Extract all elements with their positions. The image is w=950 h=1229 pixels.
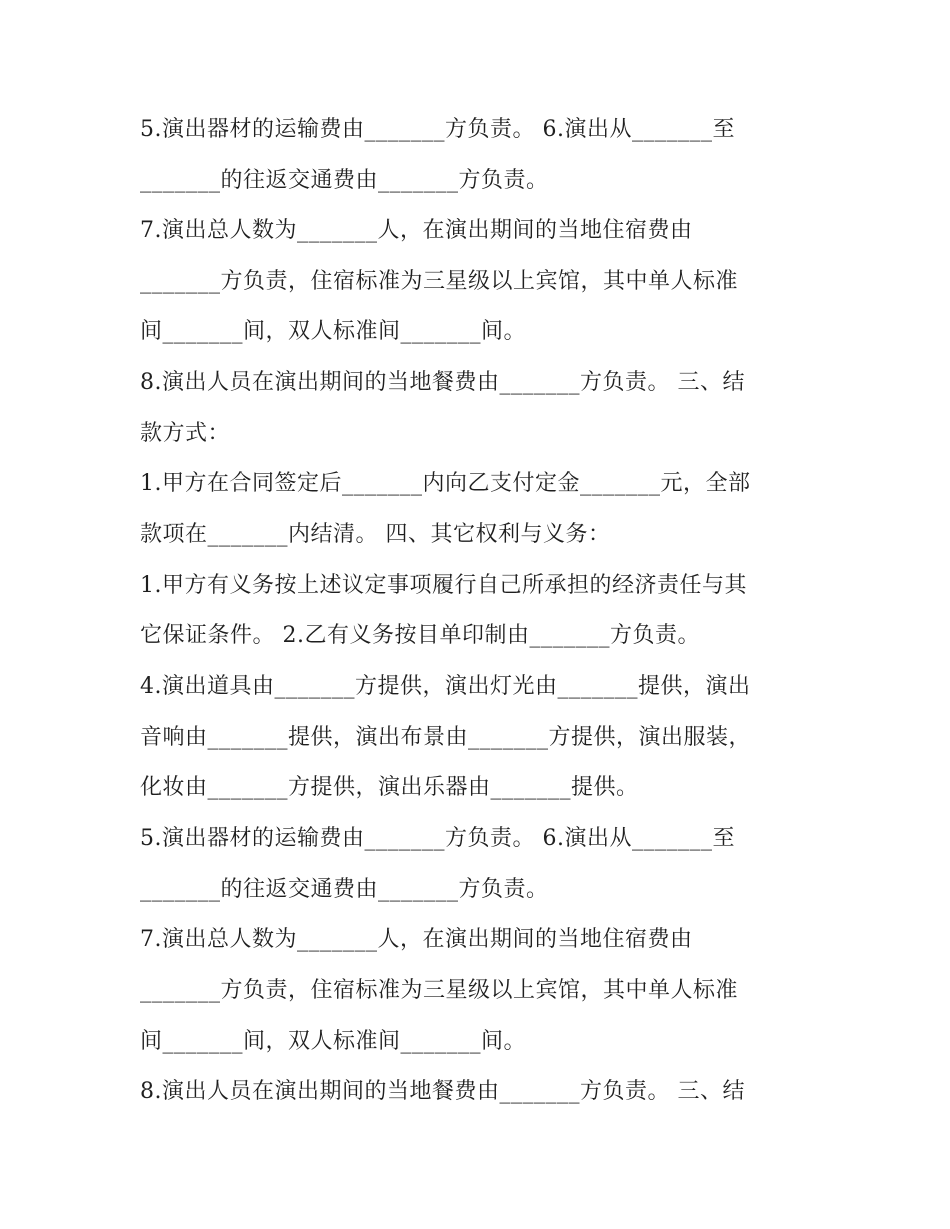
- text-line: 款方式：: [140, 421, 231, 446]
- text-line: 4.演出道具由_______方提供，演出灯光由_______提供，演出: [140, 674, 751, 699]
- text-line: 5.演出器材的运输费由_______方负责。 6.演出从_______至: [140, 826, 735, 851]
- text-line: 8.演出人员在演出期间的当地餐费由_______方负责。 三、结: [140, 1079, 745, 1104]
- text-line: 它保证条件。 2.乙有义务按目单印制由_______方负责。: [140, 623, 700, 648]
- text-line: 5.演出器材的运输费由_______方负责。 6.演出从_______至: [140, 117, 735, 142]
- text-line: 音响由_______提供，演出布景由_______方提供，演出服装，: [140, 725, 752, 750]
- text-line: _______方负责，住宿标准为三星级以上宾馆，其中单人标准: [140, 269, 739, 294]
- text-line: 间_______间，双人标准间_______间。: [140, 1029, 527, 1054]
- text-line: _______的往返交通费由_______方负责。: [140, 877, 549, 902]
- text-line: 7.演出总人数为_______人，在演出期间的当地住宿费由: [140, 927, 693, 952]
- text-line: 8.演出人员在演出期间的当地餐费由_______方负责。 三、结: [140, 370, 745, 395]
- text-line: 化妆由_______方提供，演出乐器由_______提供。: [140, 775, 639, 800]
- text-line: 7.演出总人数为_______人，在演出期间的当地住宿费由: [140, 218, 693, 243]
- text-line: _______方负责，住宿标准为三星级以上宾馆，其中单人标准: [140, 978, 739, 1003]
- text-line: 间_______间，双人标准间_______间。: [140, 319, 527, 344]
- text-line: 1.甲方在合同签定后_______内向乙支付定金_______元，全部: [140, 471, 751, 496]
- text-line: 1.甲方有义务按上述议定事项履行自己所承担的经济责任与其: [140, 573, 747, 598]
- text-line: _______的往返交通费由_______方负责。: [140, 168, 549, 193]
- text-line: 款项在_______内结清。 四、其它权利与义务：: [140, 522, 611, 547]
